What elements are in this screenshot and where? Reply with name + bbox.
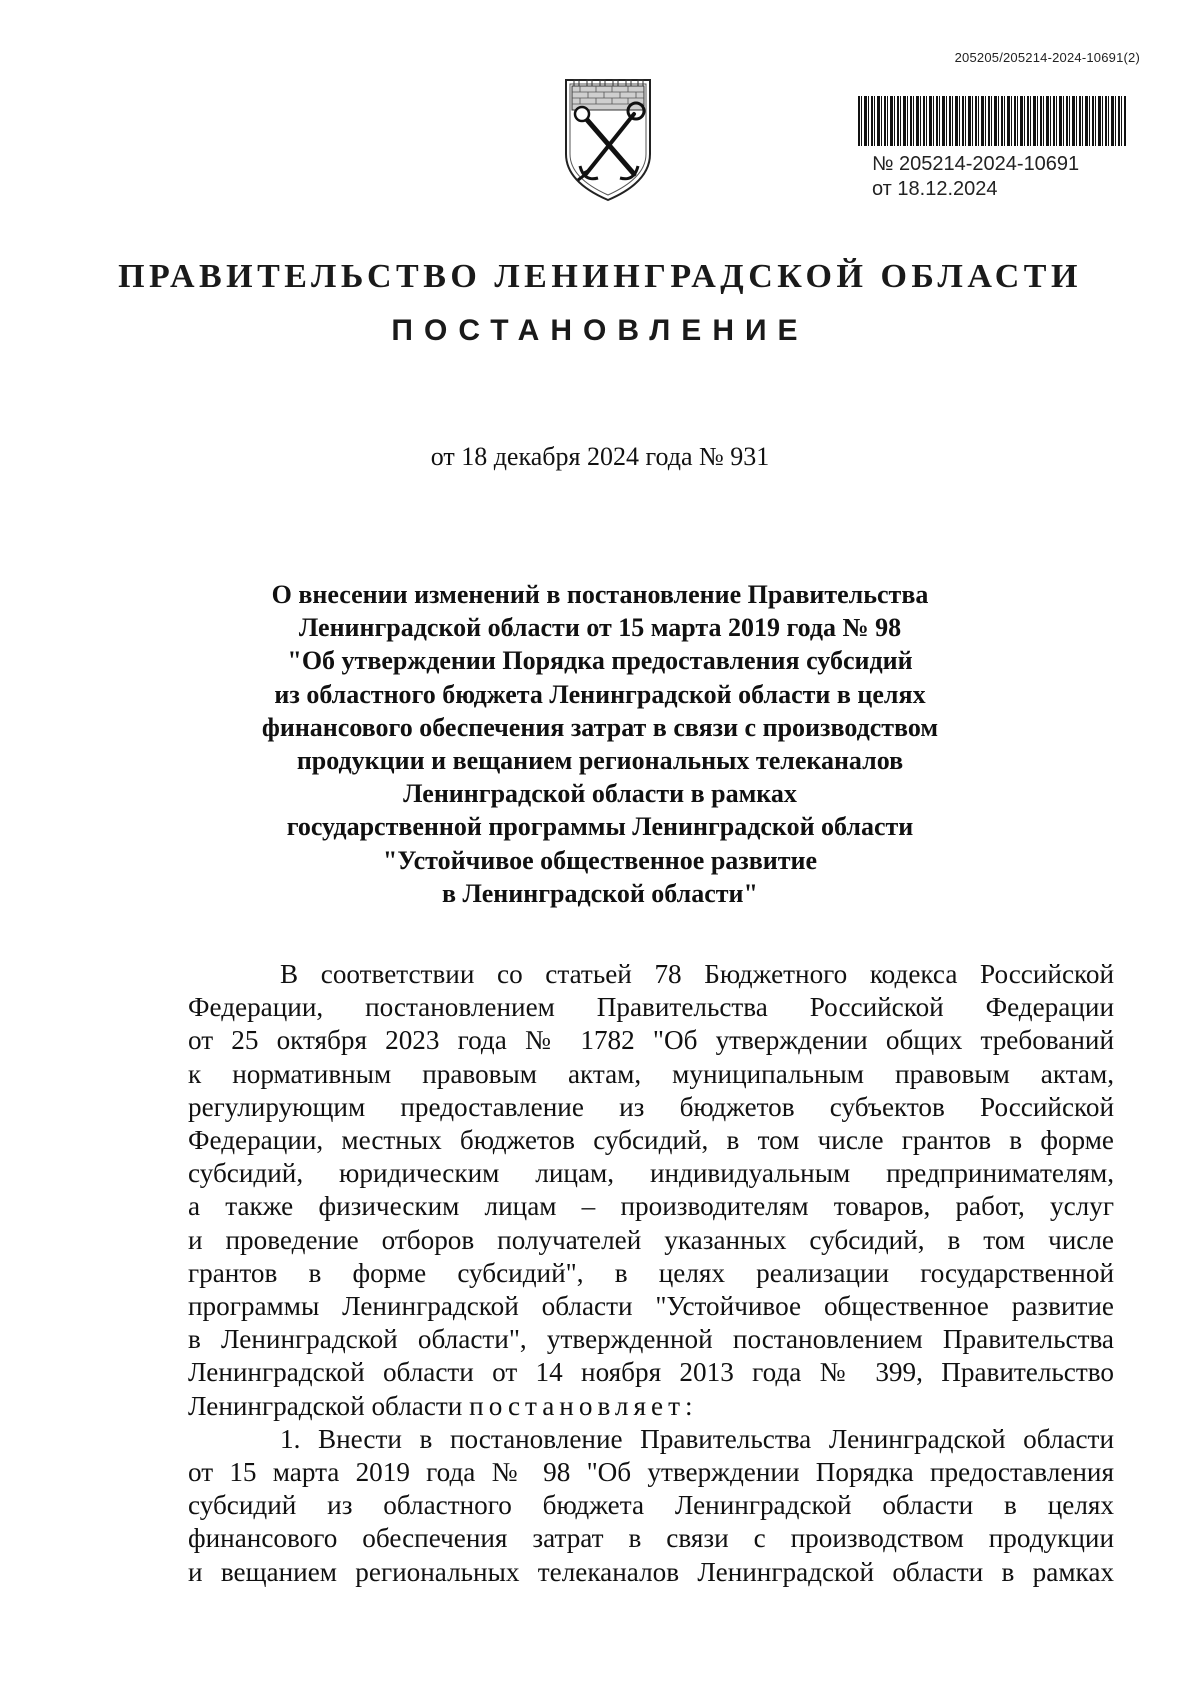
subject-line: "Устойчивое общественное развитие: [382, 845, 818, 875]
subject-line: в Ленинградской области": [442, 878, 758, 908]
item-1-line: и вещанием региональных телеканалов Ленинградской области в рамках: [188, 1556, 1114, 1587]
document-date-number: от 18 декабря 2024 года № 931: [430, 442, 770, 471]
subject-line: из областного бюджета Ленинградской области в целях: [274, 679, 926, 709]
resolving-word: постановляет:: [469, 1390, 698, 1421]
preamble-line: к нормативным правовым актам, муниципальным правовым актам,: [188, 1058, 1114, 1089]
item-1-line: финансового обеспечения затрат в связи с производством продукции: [188, 1523, 1114, 1554]
preamble-final-line: [188, 1390, 1114, 1423]
subject-line: "Об утверждении Порядка предоставления субсидий: [287, 646, 913, 676]
preamble-line: Федерации, постановлением Правительства Российской Федерации: [188, 992, 1114, 1023]
preamble-line: и проведение отборов получателей указанных субсидий, в том числе: [188, 1224, 1114, 1255]
preamble-line: субсидий, юридическим лицам, индивидуальным предпринимателям,: [188, 1158, 1114, 1189]
preamble-line: Ленинградской области от 14 ноября 2013 года № 399, Правительство: [188, 1357, 1114, 1388]
preamble-line: Федерации, местных бюджетов субсидий, в том числе грантов в форме: [188, 1125, 1114, 1156]
preamble-line: регулирующим предоставление из бюджетов субъектов Российской: [188, 1091, 1114, 1122]
document-type: ПОСТАНОВЛЕНИЕ: [391, 314, 809, 347]
item-1-line: субсидий из областного бюджета Ленинградской области в целях: [188, 1490, 1114, 1521]
subject-line: продукции и вещанием региональных телеканалов: [296, 746, 904, 776]
subject-line: Ленинградской области от 15 марта 2019 года № 98: [298, 613, 902, 643]
subject-line: государственной программы Ленинградской области: [286, 812, 914, 842]
government-title: ПРАВИТЕЛЬСТВО ЛЕНИНГРАДСКОЙ ОБЛАСТИ: [118, 258, 1082, 295]
registration-code: 205205/205214-2024-10691(2): [954, 50, 1140, 65]
item-1-line: от 15 марта 2019 года № 98 "Об утверждении Порядка предоставления: [188, 1457, 1114, 1488]
preamble-final-text: Ленинградской области: [188, 1390, 470, 1421]
preamble-line: в Ленинградской области", утвержденной постановлением Правительства: [188, 1324, 1114, 1355]
registration-block: [872, 152, 1079, 202]
item-1-line: 1. Внести в постановление Правительства Ленинградской области: [280, 1423, 1114, 1454]
subject-line: Ленинградской области в рамках: [403, 779, 797, 809]
coat-of-arms-emblem: [560, 70, 656, 202]
document-subject: [160, 578, 1040, 910]
document-body: [188, 958, 1114, 1589]
subject-line: финансового обеспечения затрат в связи с производством: [261, 712, 939, 742]
subject-line: О внесении изменений в постановление Правительства: [271, 580, 929, 609]
registration-date: от 18.12.2024: [872, 178, 998, 200]
barcode: [858, 96, 1126, 146]
preamble-line: от 25 октября 2023 года № 1782 "Об утверждении общих требований: [188, 1025, 1114, 1056]
preamble-line: В соответствии со статьей 78 Бюджетного кодекса Российской: [280, 959, 1114, 989]
registration-number: № 205214-2024-10691: [872, 153, 1080, 175]
preamble-line: программы Ленинградской области "Устойчивое общественное развитие: [188, 1291, 1114, 1322]
preamble-line: грантов в форме субсидий", в целях реализации государственной: [188, 1257, 1114, 1288]
preamble-line: а также физическим лицам – производителям товаров, работ, услуг: [188, 1191, 1114, 1222]
